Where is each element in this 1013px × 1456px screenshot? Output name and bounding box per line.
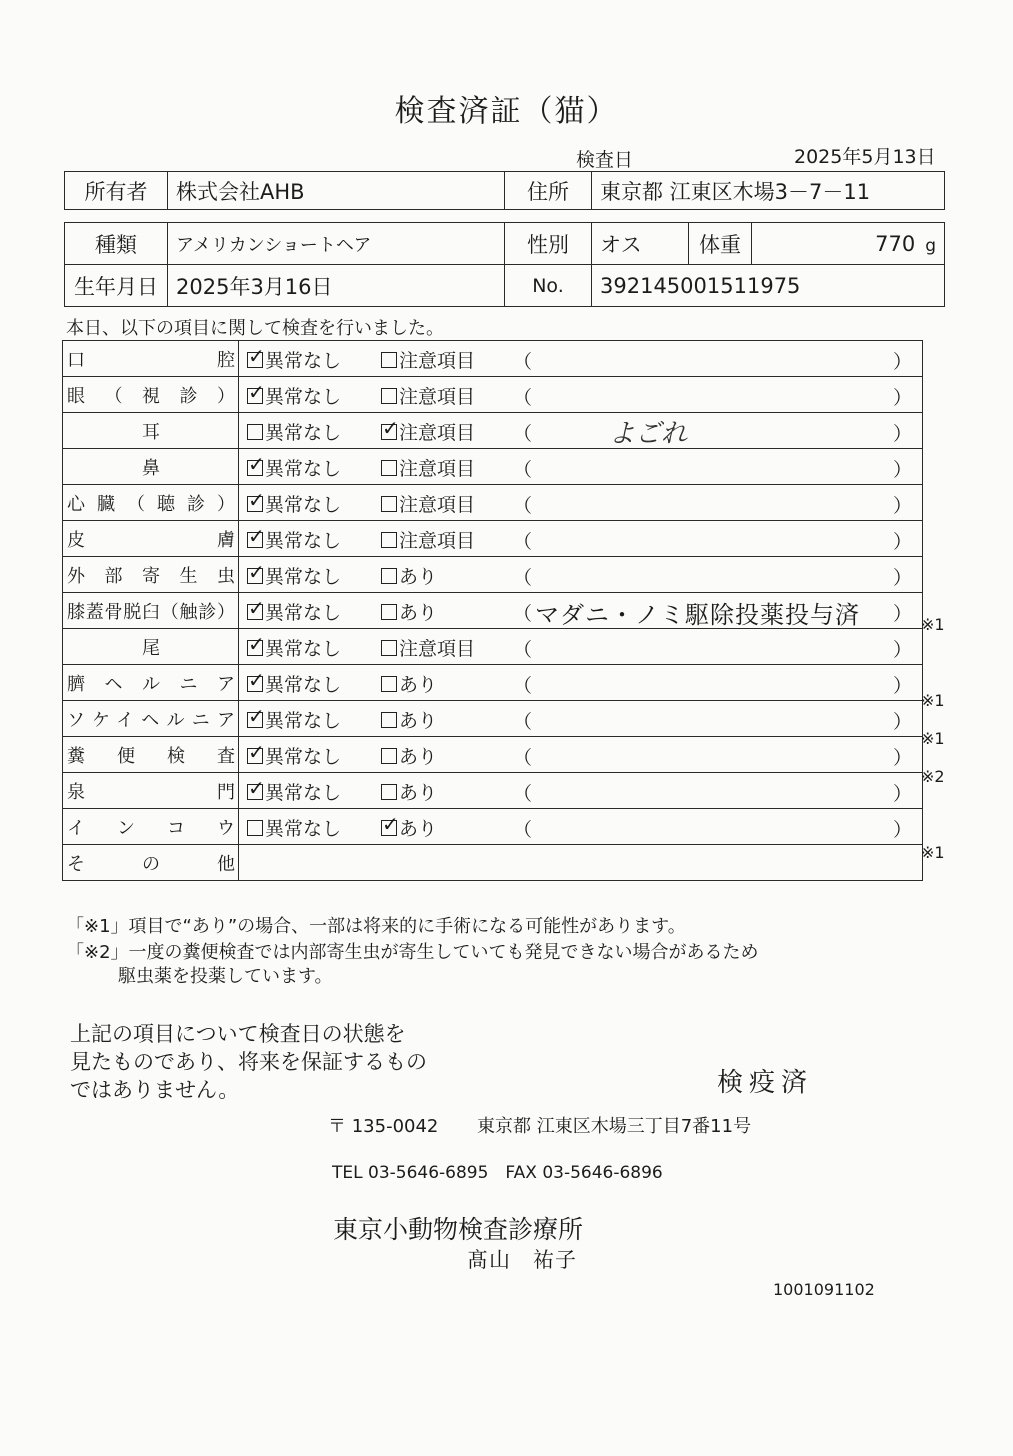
inspection-item-name: 耳 [142, 421, 160, 443]
clinic-name: 東京小動物検査診療所 [333, 1215, 584, 1244]
inspection-options-cell [239, 521, 923, 557]
exam-date-value: 2025年5月13日 [794, 146, 936, 168]
normal-option-label: 異常なし [265, 350, 342, 372]
note-open-paren: （ [513, 495, 533, 517]
normal-option-label: 異常なし [265, 818, 342, 840]
normal-checkbox[interactable] [247, 352, 263, 368]
inspection-options-cell [239, 665, 923, 701]
inspection-item-name: 心臓（聴診） [67, 493, 235, 515]
inspection-item-name: 皮膚 [67, 529, 235, 551]
inspection-note: マダニ・ノミ駆除投薬投与済 [535, 601, 860, 629]
inspection-item-cell [63, 449, 239, 485]
note-close-paren: ） [892, 819, 912, 841]
footnote-mark: ※2 [921, 766, 945, 786]
inspection-item-name: 口腔 [67, 349, 235, 371]
veterinarian-name: 髙山 祐子 [467, 1248, 577, 1272]
finding-checkbox[interactable] [381, 496, 397, 512]
finding-checkbox[interactable] [381, 352, 397, 368]
normal-option-label: 異常なし [265, 458, 342, 480]
note-open-paren: （ [513, 423, 533, 445]
sex-label: 性別 [505, 223, 592, 265]
note-open-paren: （ [513, 459, 533, 481]
note-close-paren: ） [892, 639, 912, 661]
note-open-paren: （ [513, 567, 533, 589]
inspection-item-cell [63, 341, 239, 377]
inspection-item-name: 眼（視診） [67, 385, 235, 407]
finding-option [381, 778, 437, 805]
quarantine-seal: 検疫済 [717, 1068, 814, 1098]
normal-option [247, 598, 341, 625]
footnote-mark: ※1 [921, 691, 945, 711]
note-open-paren: （ [513, 783, 533, 805]
note-close-paren: ） [892, 387, 912, 409]
footnote-1: 「※1」項目で“あり”の場合、一部は将来的に手術になる可能性があります。 [66, 916, 686, 937]
address-value: 東京都 江東区木場3－7－11 [592, 172, 945, 210]
inspection-options-cell [239, 557, 923, 593]
inspection-options-cell [239, 629, 923, 665]
note-open-paren: （ [513, 711, 533, 733]
normal-checkbox[interactable] [247, 388, 263, 404]
finding-option [381, 706, 437, 733]
inspection-item-cell [63, 629, 239, 665]
finding-option [381, 742, 437, 769]
inspection-options-cell [239, 485, 923, 521]
normal-checkbox[interactable] [247, 568, 263, 584]
clinic-phone-fax: TEL 03-5646-6895 FAX 03-5646-6896 [332, 1163, 663, 1183]
inspection-item-cell [63, 809, 239, 845]
finding-option [381, 382, 475, 409]
statement-line-3: ではありません。 [70, 1078, 240, 1102]
normal-option [247, 814, 341, 841]
note-close-paren: ） [892, 603, 912, 625]
finding-option [381, 490, 475, 517]
finding-checkbox[interactable] [381, 532, 397, 548]
inspection-item-name: 膝蓋骨脱臼（触診） [67, 601, 235, 623]
footnote-2: 「※2」一度の糞便検査では内部寄生虫が寄生していても発見できない場合があるため [66, 942, 759, 963]
normal-option-label: 異常なし [265, 602, 342, 624]
finding-option-label: 注意項目 [399, 422, 476, 444]
address-label: 住所 [505, 172, 592, 210]
inspection-note: よごれ [609, 419, 688, 449]
normal-option [247, 742, 341, 769]
inspection-item-name: 臍ヘルニア [67, 673, 235, 695]
finding-option-label: あり [399, 782, 438, 804]
normal-option [247, 382, 341, 409]
inspection-row [63, 701, 923, 737]
finding-checkbox[interactable] [381, 604, 397, 620]
normal-option-label: 異常なし [265, 530, 342, 552]
inspection-item-cell [63, 845, 239, 881]
inspection-row [63, 557, 923, 593]
inspection-item-name: 外部寄生虫 [67, 565, 235, 587]
finding-option-label: あり [399, 566, 438, 588]
inspection-item-name: 尾 [142, 637, 160, 659]
finding-option [381, 562, 437, 589]
inspection-options-cell [239, 377, 923, 413]
normal-option-label: 異常なし [265, 422, 342, 444]
footnote-mark: ※1 [921, 615, 945, 635]
inspection-options-cell [239, 845, 923, 881]
finding-option [381, 814, 437, 841]
normal-checkbox[interactable] [247, 532, 263, 548]
inspection-item-cell [63, 701, 239, 737]
inspection-item-name: 鼻 [142, 457, 160, 479]
normal-checkbox[interactable] [247, 784, 263, 800]
inspection-item-name: ソケイヘルニア [67, 709, 235, 731]
normal-checkbox[interactable] [247, 712, 263, 728]
normal-checkbox[interactable] [247, 640, 263, 656]
finding-option-label: あり [399, 746, 438, 768]
note-close-paren: ） [892, 423, 912, 445]
normal-option-label: 異常なし [265, 782, 342, 804]
finding-checkbox[interactable] [381, 568, 397, 584]
finding-option [381, 634, 475, 661]
normal-option-label: 異常なし [265, 566, 342, 588]
note-open-paren: （ [513, 675, 533, 697]
inspection-item-cell [63, 773, 239, 809]
inspection-row [63, 521, 923, 557]
weight-label: 体重 [689, 223, 752, 265]
normal-option [247, 418, 341, 445]
sex-value: オス [592, 223, 689, 265]
finding-option-label: 注意項目 [399, 494, 476, 516]
inspection-item-name: 泉門 [67, 781, 235, 803]
finding-option-label: あり [399, 602, 438, 624]
normal-option-label: 異常なし [265, 386, 342, 408]
statement-line-1: 上記の項目について検査日の状態を [70, 1022, 406, 1046]
inspection-options-cell [239, 413, 923, 449]
inspection-item-cell [63, 737, 239, 773]
inspection-row [63, 593, 923, 629]
normal-checkbox[interactable] [247, 460, 263, 476]
finding-checkbox[interactable] [381, 460, 397, 476]
intro-text: 本日、以下の項目に関して検査を行いました。 [66, 318, 444, 339]
inspection-row [63, 845, 923, 881]
normal-option [247, 706, 341, 733]
note-open-paren: （ [513, 351, 533, 373]
finding-option-label: 注意項目 [399, 350, 476, 372]
breed-value: アメリカンショートヘア [168, 223, 505, 265]
number-value: 392145001511975 [592, 265, 945, 307]
note-open-paren: （ [513, 531, 533, 553]
finding-option [381, 346, 475, 373]
normal-option [247, 670, 341, 697]
normal-option-label: 異常なし [265, 674, 342, 696]
normal-option [247, 454, 341, 481]
inspection-options-cell [239, 701, 923, 737]
finding-option [381, 418, 475, 445]
finding-option-label: 注意項目 [399, 638, 476, 660]
owner-value: 株式会社AHB [168, 172, 505, 210]
inspection-options-cell [239, 809, 923, 845]
weight-unit: g [925, 235, 936, 256]
exam-date-label: 検査日 [576, 149, 634, 171]
normal-option [247, 490, 341, 517]
inspection-item-name: インコウ [67, 817, 235, 839]
normal-option-label: 異常なし [265, 494, 342, 516]
note-close-paren: ） [892, 351, 912, 373]
note-open-paren: （ [513, 639, 533, 661]
inspection-item-cell [63, 413, 239, 449]
inspection-row [63, 377, 923, 413]
inspection-item-cell [63, 665, 239, 701]
inspection-options-cell [239, 593, 923, 629]
inspection-table [62, 340, 923, 881]
note-close-paren: ） [892, 711, 912, 733]
inspection-options-cell [239, 737, 923, 773]
finding-option-label: 注意項目 [399, 386, 476, 408]
finding-checkbox[interactable] [381, 676, 397, 692]
inspection-item-name: 糞便検査 [67, 745, 235, 767]
finding-option-label: あり [399, 710, 438, 732]
normal-checkbox[interactable] [247, 820, 263, 836]
inspection-options-cell [239, 773, 923, 809]
normal-option [247, 526, 341, 553]
note-close-paren: ） [892, 459, 912, 481]
finding-option-label: 注意項目 [399, 458, 476, 480]
finding-option-label: あり [399, 674, 438, 696]
pet-info-table [64, 222, 945, 307]
inspection-options-cell [239, 449, 923, 485]
note-open-paren: （ [513, 747, 533, 769]
normal-option-label: 異常なし [265, 710, 342, 732]
document-title: 検査済証（猫） [394, 94, 619, 129]
finding-checkbox[interactable] [381, 784, 397, 800]
document-number: 1001091102 [773, 1280, 875, 1299]
weight-value: 770 [875, 231, 916, 256]
finding-option [381, 526, 475, 553]
note-close-paren: ） [892, 495, 912, 517]
inspection-item-cell [63, 557, 239, 593]
inspection-row [63, 485, 923, 521]
finding-checkbox[interactable] [381, 424, 397, 440]
owner-table [64, 171, 945, 210]
inspection-row [63, 809, 923, 845]
footnote-2-continued: 駆虫薬を投薬しています。 [118, 966, 333, 987]
normal-option [247, 778, 341, 805]
note-close-paren: ） [892, 675, 912, 697]
inspection-row [63, 665, 923, 701]
finding-checkbox[interactable] [381, 748, 397, 764]
inspection-row [63, 449, 923, 485]
inspection-item-cell [63, 485, 239, 521]
note-open-paren: （ [513, 387, 533, 409]
birth-value: 2025年3月16日 [168, 265, 505, 307]
finding-checkbox[interactable] [381, 640, 397, 656]
footnote-mark: ※1 [921, 729, 945, 748]
owner-label: 所有者 [65, 172, 168, 210]
note-close-paren: ） [892, 783, 912, 805]
inspection-options-cell [239, 341, 923, 377]
inspection-item-cell [63, 377, 239, 413]
weight-cell [752, 223, 945, 265]
statement-line-2: 見たものであり、将来を保証するもの [70, 1050, 427, 1074]
inspection-row [63, 341, 923, 377]
normal-checkbox[interactable] [247, 748, 263, 764]
inspection-row [63, 413, 923, 449]
inspection-item-cell [63, 593, 239, 629]
inspection-row [63, 737, 923, 773]
note-close-paren: ） [892, 747, 912, 769]
normal-option-label: 異常なし [265, 638, 342, 660]
normal-option [247, 634, 341, 661]
finding-checkbox[interactable] [381, 820, 397, 836]
breed-label: 種類 [65, 223, 168, 265]
note-open-paren: （ [513, 603, 533, 625]
normal-option [247, 562, 341, 589]
finding-option-label: あり [399, 818, 438, 840]
finding-option [381, 598, 437, 625]
normal-checkbox[interactable] [247, 424, 263, 440]
finding-checkbox[interactable] [381, 388, 397, 404]
note-close-paren: ） [892, 567, 912, 589]
normal-checkbox[interactable] [247, 496, 263, 512]
clinic-postal-code: 〒 135-0042 [328, 1116, 439, 1137]
inspection-row [63, 773, 923, 809]
normal-option [247, 346, 341, 373]
clinic-address: 東京都 江東区木場三丁目7番11号 [477, 1116, 752, 1137]
birth-label: 生年月日 [65, 265, 168, 307]
finding-option [381, 670, 437, 697]
normal-option-label: 異常なし [265, 746, 342, 768]
note-open-paren: （ [513, 819, 533, 841]
finding-option [381, 454, 475, 481]
finding-checkbox[interactable] [381, 712, 397, 728]
note-close-paren: ） [892, 531, 912, 553]
inspection-item-name: その他 [67, 853, 235, 875]
inspection-row [63, 629, 923, 665]
footnote-mark: ※1 [921, 842, 945, 862]
inspection-item-cell [63, 521, 239, 557]
normal-checkbox[interactable] [247, 676, 263, 692]
finding-option-label: 注意項目 [399, 530, 476, 552]
normal-checkbox[interactable] [247, 604, 263, 620]
number-label: No. [505, 265, 592, 307]
